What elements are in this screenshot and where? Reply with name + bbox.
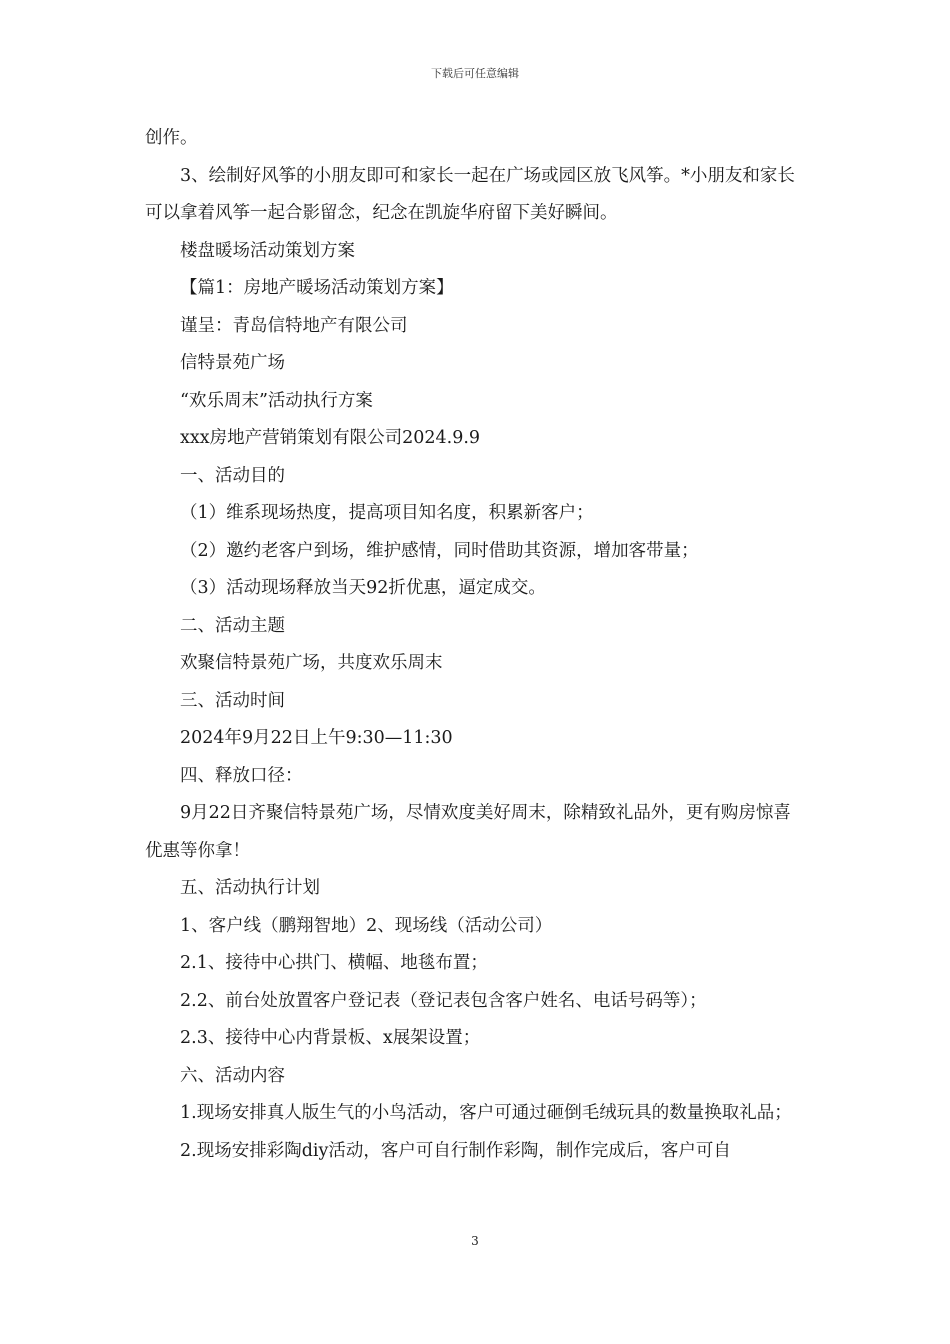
paragraph: 9月22日齐聚信特景苑广场，尽情欢度美好周末，除精致礼品外，更有购房惊喜优惠等你拿！ bbox=[145, 803, 791, 861]
paragraph: 创作。 bbox=[145, 128, 198, 148]
list-item: 2.1、接待中心拱门、横幅、地毯布置； bbox=[180, 953, 488, 973]
chapter-title: 【篇1：房地产暖场活动策划方案】 bbox=[180, 278, 454, 298]
heading: 二、活动主题 bbox=[180, 615, 285, 636]
list-item: （3）活动现场释放当天92折优惠，逼定成交。 bbox=[180, 578, 546, 598]
paragraph: 欢聚信特景苑广场，共度欢乐周末 bbox=[180, 653, 443, 673]
page-number: 3 bbox=[471, 1234, 479, 1248]
document-body bbox=[145, 120, 807, 1170]
paragraph: “欢乐周末”活动执行方案 bbox=[180, 390, 373, 411]
list-item: （2）邀约老客户到场，维护感情，同时借助其资源，增加客带量； bbox=[180, 540, 699, 561]
heading: 六、活动内容 bbox=[180, 1065, 285, 1086]
page-header-note: 下载后可任意编辑 bbox=[431, 67, 519, 80]
heading: 五、活动执行计划 bbox=[180, 878, 320, 898]
paragraph: 谨呈：青岛信特地产有限公司 bbox=[180, 315, 408, 336]
list-item: 1.现场安排真人版生气的小鸟活动，客户可通过砸倒毛绒玩具的数量换取礼品； bbox=[180, 1103, 792, 1123]
list-item: 2.3、接待中心内背景板、x展架设置； bbox=[180, 1028, 481, 1048]
section-title: 楼盘暖场活动策划方案 bbox=[180, 240, 355, 261]
heading: 三、活动时间 bbox=[180, 690, 285, 711]
paragraph: xxx房地产营销策划有限公司2024.9.9 bbox=[180, 428, 481, 448]
paragraph: 3、绘制好风筝的小朋友即可和家长一起在广场或园区放飞风筝。*小朋友和家长可以拿着风筝一起合影留念，纪念在凯旋华府留下美好瞬间。 bbox=[145, 165, 795, 223]
list-item: 2.现场安排彩陶diy活动，客户可自行制作彩陶，制作完成后，客户可自 bbox=[180, 1140, 731, 1161]
heading: 一、活动目的 bbox=[180, 465, 285, 486]
list-item: 2.2、前台处放置客户登记表（登记表包含客户姓名、电话号码等）； bbox=[180, 990, 707, 1011]
paragraph: 2024年9月22日上午9:30—11:30 bbox=[180, 728, 453, 748]
heading: 四、释放口径： bbox=[180, 765, 303, 786]
list-item: （1）维系现场热度，提高项目知名度，积累新客户； bbox=[180, 503, 594, 523]
paragraph: 信特景苑广场 bbox=[180, 353, 285, 373]
paragraph: 1、客户线（鹏翔智地）2、现场线（活动公司） bbox=[180, 915, 553, 936]
